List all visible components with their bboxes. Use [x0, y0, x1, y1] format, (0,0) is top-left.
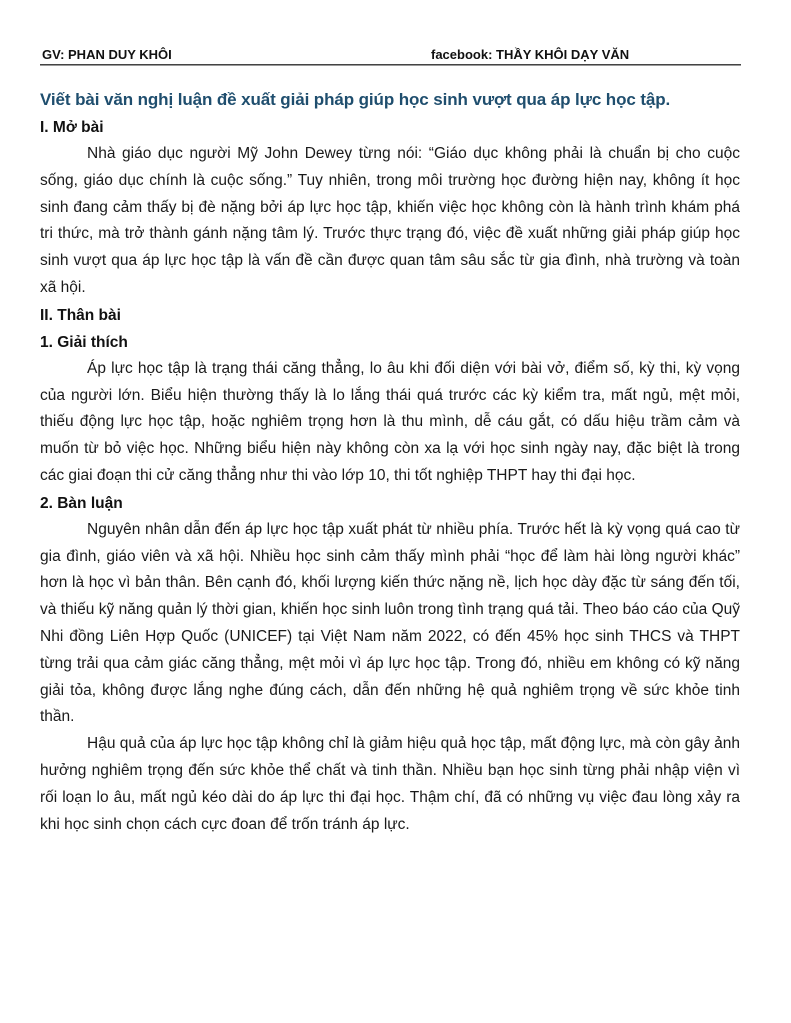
intro-heading: I. Mở bài [40, 119, 104, 136]
explain-paragraph: Áp lực học tập là trạng thái căng thẳng, lo âu khi đối diện với bài vở, điểm số, kỳ thi, kỳ vọng của người lớn. Biểu hiện thường thấy là lo lắng thái quá trước các kỳ kiểm tra, mất ngủ, mệt mỏi, thiếu động lực học tập, hoặc nghiêm trọng hơn là thu mình, dễ cáu gắt, có dấu hiệu trầm cảm và muốn từ bỏ việc học. Những biểu hiện này không còn xa lạ với học sinh ngày nay, đặc biệt là trong các giai đoạn thi cử căng thẳng như thi vào lớp 10, thi tốt nghiệp THPT hay thi đại học. [40, 359, 740, 484]
teacher-name: GV: PHAN DUY KHÔI [42, 47, 172, 62]
body-heading: II. Thân bài [40, 306, 121, 324]
discuss-paragraph-causes: Nguyên nhân dẫn đến áp lực học tập xuất phát từ nhiều phía. Trước hết là kỳ vọng quá cao từ gia đình, giáo viên và xã hội. Nhiều học sinh cảm thấy mình phải “học để làm hài lòng người khác” hơn là học vì bản thân. Bên cạnh đó, khối lượng kiến thức nặng nề, lịch học dày đặc từ sáng đến tối, và thiếu kỹ năng quản lý thời gian, khiến học sinh luôn trong tình trạng quá tải. Theo báo cáo của Quỹ Nhi đồng Liên Hợp Quốc (UNICEF) tại Việt Nam năm 2022, có đến 45% học sinh THCS và THPT từng trải qua cảm giác căng thẳng, mệt mỏi vì áp lực học tập. Trong đó, nhiều em không có kỹ năng giải tỏa, không được lắng nghe đúng cách, dẫn đến những hệ quả nghiêm trọng về sức khỏe tinh thần. [40, 520, 740, 726]
discuss-heading: 2. Bàn luận [40, 494, 123, 512]
essay-title: Viết bài văn nghị luận đề xuất giải pháp giúp học sinh vượt qua áp lực học tập. [40, 90, 671, 109]
header-divider [40, 64, 741, 66]
discuss-paragraph-consequences: Hậu quả của áp lực học tập không chỉ là giảm hiệu quả học tập, mất động lực, mà còn gây ảnh hưởng nghiêm trọng đến sức khỏe thể chất và tinh thần. Nhiều bạn học sinh từng phải nhập viện vì rối loạn lo âu, mất ngủ kéo dài do áp lực thi đại học. Thậm chí, đã có những vụ việc đau lòng xảy ra khi học sinh chọn cách cực đoan để trốn tránh áp lực. [40, 735, 740, 833]
document-body [40, 86, 740, 838]
explain-heading: 1. Giải thích [40, 333, 128, 351]
page-header [40, 44, 740, 64]
facebook-handle: facebook: THẦY KHÔI DẠY VĂN [431, 47, 630, 62]
intro-paragraph: Nhà giáo dục người Mỹ John Dewey từng nói: “Giáo dục không phải là chuẩn bị cho cuộc sống, giáo dục chính là cuộc sống.” Tuy nhiên, trong môi trường học đường hiện nay, không ít học sinh đang cảm thấy bị đè nặng bởi áp lực học tập, khiến việc học không còn là hành trình khám phá tri thức, mà trở thành gánh nặng tâm lý. Trước thực trạng đó, việc đề xuất những giải pháp giúp học sinh vượt qua áp lực học tập là vấn đề cần được quan tâm sâu sắc từ gia đình, nhà trường và toàn xã hội. [40, 145, 740, 296]
